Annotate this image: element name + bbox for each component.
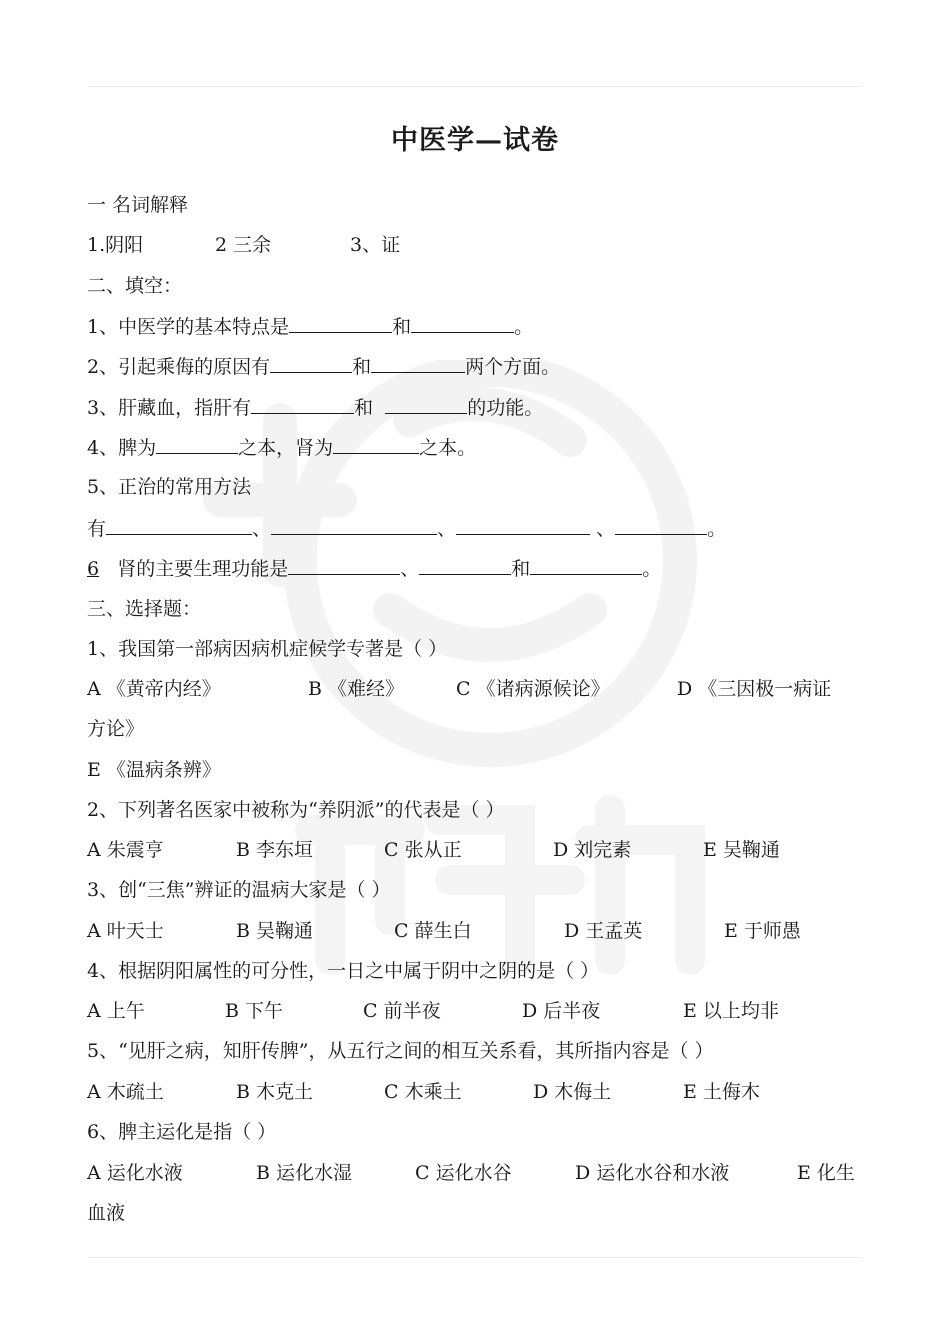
choice-option-a[interactable]: A 《黄帝内经》 — [87, 678, 221, 700]
answer-blank[interactable] — [371, 354, 465, 373]
choice-option-a[interactable]: A 木疏土 — [87, 1081, 164, 1103]
fill-question-4: 4、脾为 之本，肾为 之本。 — [87, 437, 477, 459]
fill-question-1: 1、中医学的基本特点是 和 。 — [87, 316, 534, 338]
choice-option-e[interactable]: E 吴鞠通 — [703, 839, 780, 861]
choice-option-e[interactable]: E 以上均非 — [683, 1000, 779, 1022]
answer-blank[interactable] — [156, 435, 238, 454]
choice-option-e[interactable]: E 化生 — [797, 1162, 855, 1184]
choice-option-d[interactable]: D 运化水谷和水液 — [575, 1162, 730, 1184]
answer-blank[interactable] — [106, 516, 252, 535]
choice-option-a[interactable]: A 叶天士 — [87, 920, 164, 942]
answer-blank[interactable] — [333, 435, 419, 454]
answer-blank[interactable] — [385, 395, 467, 414]
choice-option-b[interactable]: B 吴鞠通 — [236, 920, 314, 942]
choice-option-d[interactable]: D 后半夜 — [522, 1000, 601, 1022]
fill-question-3: 3、肝藏血，指肝有 和 的功能。 — [87, 397, 544, 419]
choice-option-e[interactable]: E 土侮木 — [683, 1081, 760, 1103]
choice-option-c[interactable]: C 前半夜 — [363, 1000, 441, 1022]
section-3-heading: 三、选择题： — [87, 598, 202, 620]
choice-option-a[interactable]: A 朱震亨 — [87, 839, 164, 861]
choice-option-c[interactable]: C 薛生白 — [394, 920, 472, 942]
choice-option-b[interactable]: B 《难经》 — [308, 678, 405, 700]
choice-question-stem: 6、脾主运化是指（ ） — [87, 1121, 277, 1143]
choice-question-stem: 3、创“三焦”辨证的温病大家是（ ） — [87, 879, 391, 901]
choice-option-a[interactable]: A 运化水液 — [87, 1162, 183, 1184]
choice-option-b[interactable]: B 木克土 — [236, 1081, 314, 1103]
section-2-heading: 二、填空： — [87, 275, 183, 297]
choice-option-c[interactable]: C 《诸病源候论》 — [456, 678, 610, 700]
page-top-rule — [88, 86, 862, 87]
answer-blank[interactable] — [271, 516, 437, 535]
choice-option-e[interactable]: E 《温病条辨》 — [87, 759, 221, 781]
answer-blank[interactable] — [289, 314, 392, 333]
choice-question-stem: 5、“见肝之病，知肝传脾”，从五行之间的相互关系看，其所指内容是（ ） — [87, 1040, 714, 1062]
fill-question-5: 5、正治的常用方法 — [87, 476, 252, 498]
answer-blank[interactable] — [411, 314, 514, 333]
choice-option-a[interactable]: A 上午 — [87, 1000, 145, 1022]
choice-option-d[interactable]: D 刘完素 — [553, 839, 632, 861]
choice-option-d[interactable]: D 《三因极一病证 — [677, 678, 832, 700]
answer-blank[interactable] — [288, 556, 400, 575]
choice-question-stem: 2、下列著名医家中被称为“养阴派”的代表是（ ） — [87, 799, 505, 821]
answer-blank[interactable] — [615, 516, 707, 535]
page-bottom-rule — [88, 1257, 862, 1258]
fill-question-5-answers: 有 、 、 、 。 — [87, 518, 727, 540]
choice-option-e-continued: 血液 — [87, 1202, 126, 1224]
answer-blank[interactable] — [456, 516, 590, 535]
choice-option-b[interactable]: B 李东垣 — [236, 839, 314, 861]
term-item: 3、证 — [350, 234, 401, 256]
term-item: 1.阴阳 — [87, 234, 144, 256]
choice-question-stem: 4、根据阴阳属性的可分性，一日之中属于阴中之阴的是（ ） — [87, 960, 600, 982]
choice-option-e[interactable]: E 于师愚 — [724, 920, 801, 942]
page-title: 中医学—试卷 — [391, 125, 559, 156]
answer-blank[interactable] — [419, 556, 511, 575]
choice-option-b[interactable]: B 运化水湿 — [256, 1162, 353, 1184]
fill-question-2: 2、引起乘侮的原因有 和 两个方面。 — [87, 356, 561, 378]
choice-option-d[interactable]: D 王孟英 — [564, 920, 643, 942]
answer-blank[interactable] — [530, 556, 642, 575]
section-1-heading: 一 名词解释 — [87, 194, 189, 216]
choice-option-c[interactable]: C 木乘土 — [384, 1081, 462, 1103]
choice-option-d-continued: 方论》 — [87, 718, 145, 740]
choice-option-c[interactable]: C 张从正 — [384, 839, 462, 861]
choice-option-d[interactable]: D 木侮土 — [533, 1081, 612, 1103]
answer-blank[interactable] — [270, 354, 352, 373]
choice-question-stem: 1、我国第一部病因病机症候学专著是（ ） — [87, 638, 448, 660]
answer-blank[interactable] — [251, 395, 354, 414]
term-item: 2 三余 — [215, 234, 272, 256]
choice-option-c[interactable]: C 运化水谷 — [415, 1162, 512, 1184]
fill-question-6: 6 肾的主要生理功能是 、 和 。 — [87, 558, 662, 580]
choice-option-b[interactable]: B 下午 — [225, 1000, 284, 1022]
